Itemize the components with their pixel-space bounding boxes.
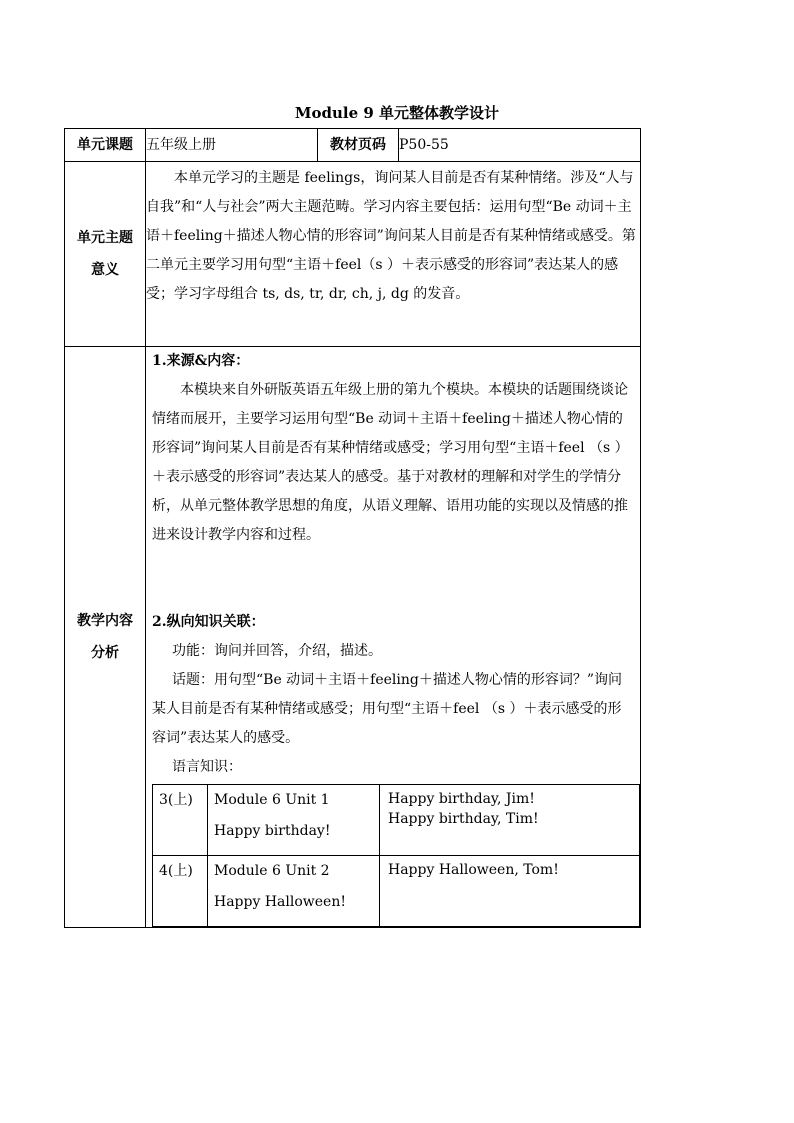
grade-cell: 4(上) <box>153 856 208 927</box>
table-row <box>153 856 640 927</box>
sentences-cell <box>380 785 640 856</box>
meaning-label <box>65 162 146 347</box>
sentence: Happy birthday, Tim! <box>388 811 539 827</box>
section1-title: 1.来源&内容： <box>152 353 250 369</box>
unit-cell: Module 6 Unit 1 Happy birthday! <box>208 785 380 856</box>
unit-cell: Module 6 Unit 2 Happy Halloween! <box>208 856 380 927</box>
analysis-label-line1: 教学内容 <box>77 613 133 629</box>
section2-title: 2.纵向知识关联： <box>152 614 265 630</box>
lesson-plan-table <box>64 128 641 928</box>
topic-line: 话题：用句型“Be 动词＋主语＋feeling＋描述人物心情的形容词？”询问某人目前是否有某种情绪或感受；用句型“主语＋feel （s ）＋表示感受的形容词”表达某人的感受。 <box>152 672 623 746</box>
meaning-label-line1: 单元主题 <box>77 230 133 246</box>
language-knowledge-table <box>152 784 640 927</box>
language-label: 语言知识： <box>172 759 242 775</box>
meaning-content <box>146 162 641 347</box>
spacer <box>152 550 634 608</box>
grade-cell: 3(上) <box>153 785 208 856</box>
analysis-content <box>146 347 641 928</box>
section1-text: 本模块来自外研版英语五年级上册的第九个模块。本模块的话题围绕谈论情绪而展开，主要学习运用句型“Be 动词＋主语＋feeling＋描述人物心情的形容词”询问某人目前是否有某种情绪或感受；学习用句型“主语＋feel （s ）＋表示感受的形容词”表达某人的感受。基于对教材的理解和对学生的学情分析，从单元整体教学思想的角度，从语义理解、语用功能的实现以及情感的推进来设计教学内容和过程。 <box>152 382 629 543</box>
table-row <box>153 785 640 856</box>
page-value: P50-55 <box>399 129 641 162</box>
analysis-row <box>65 347 641 928</box>
page-label: 教材页码 <box>318 129 399 162</box>
topic-label: 单元课题 <box>65 129 146 162</box>
meaning-row <box>65 162 641 347</box>
topic-value: 五年级上册 <box>146 129 318 162</box>
analysis-label-line2: 分析 <box>91 645 119 661</box>
header-row <box>65 129 641 162</box>
sentence: Happy birthday, Jim! <box>388 791 535 807</box>
page-title: Module 9 单元整体教学设计 <box>294 104 500 122</box>
function-line: 功能：询问并回答，介绍，描述。 <box>172 643 382 659</box>
sentence: Happy Halloween, Tom! <box>388 862 559 878</box>
analysis-label <box>65 347 146 928</box>
meaning-text: 本单元学习的主题是 feelings，询问某人目前是否有某种情绪。涉及“人与自我”和“人与社会”两大主题范畴。学习内容主要包括：运用句型“Be 动词＋主语＋feeling＋描述人物心情的形容词”询问某人目前是否有某种情绪或感受。第二单元主要学习用句型“主语＋feel（s ）＋表示感受的形容词”表达某人的感受；学习字母组合 ts, ds, tr, dr, ch, j, dg 的发音。 <box>146 170 636 302</box>
sentences-cell <box>380 856 640 927</box>
meaning-label-line2: 意义 <box>91 262 119 278</box>
